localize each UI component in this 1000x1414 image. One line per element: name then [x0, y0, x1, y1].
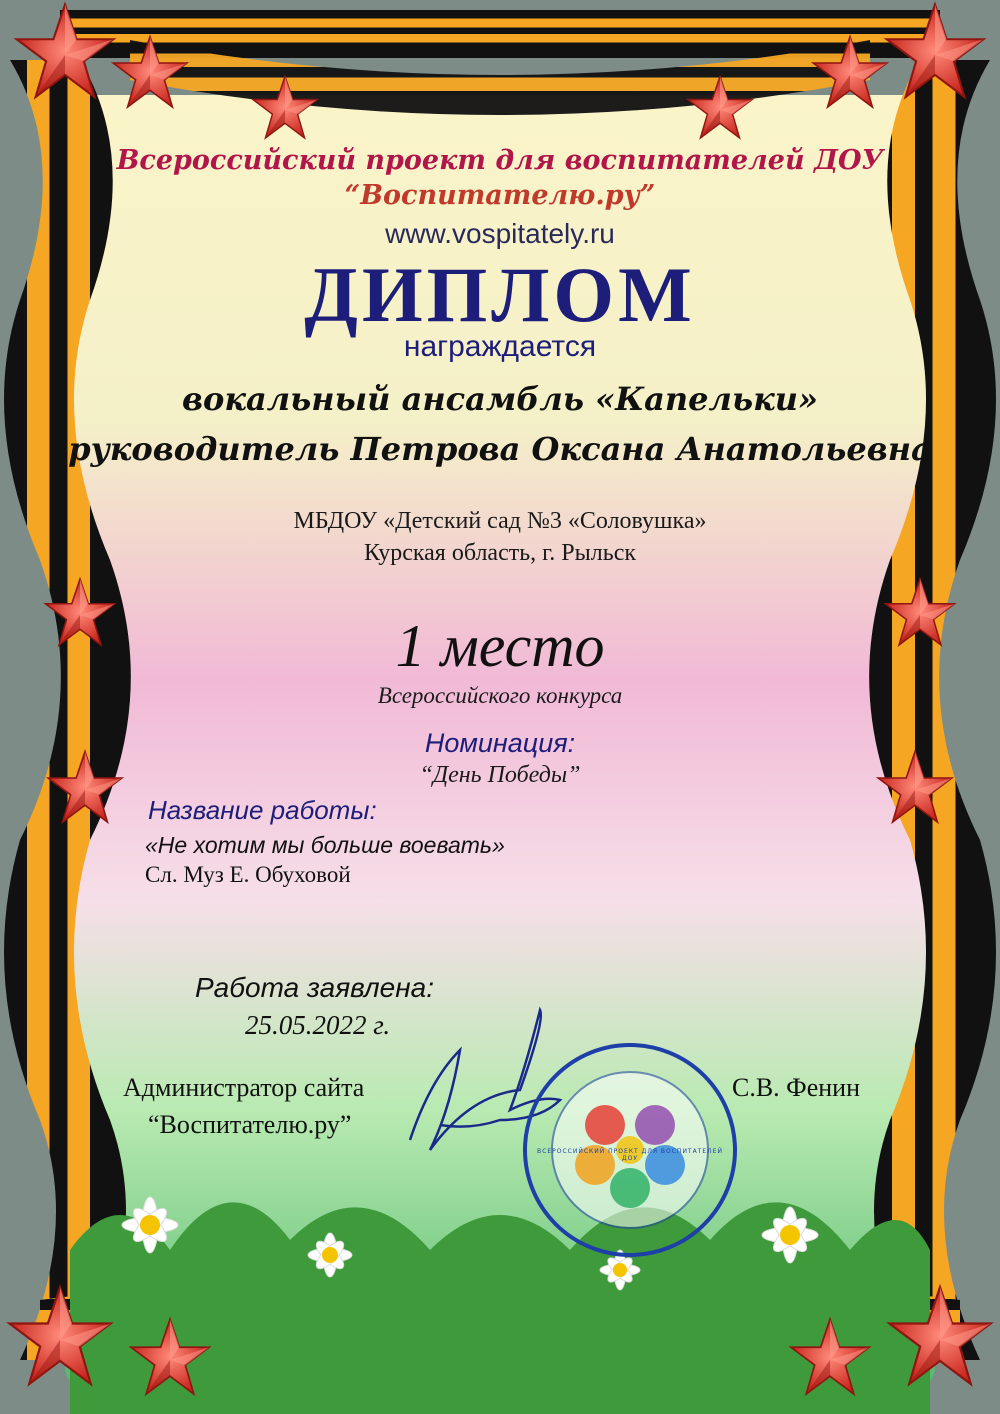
- submitted-date: 25.05.2022 г.: [245, 1010, 391, 1040]
- nomination-label: Номинация:: [424, 728, 576, 758]
- work-title-value: «Не хотим мы больше воевать»: [145, 832, 505, 858]
- awarded-text: награждается: [403, 330, 597, 363]
- work-title-label: Название работы:: [148, 795, 377, 825]
- nomination-value: “День Победы”: [419, 762, 581, 788]
- contest: Всероссийского конкурса: [377, 683, 623, 708]
- signer-name: С.В. Фенин: [732, 1073, 861, 1102]
- project-name: “Воспитателю.ру”: [344, 180, 656, 211]
- submitted-label: Работа заявлена:: [195, 972, 434, 1003]
- institution: МБДОУ «Детский сад №3 «Соловушка»: [293, 508, 707, 534]
- site-url[interactable]: www.vospitately.ru: [385, 218, 615, 249]
- place: 1 место: [395, 613, 605, 679]
- recipient-line1: вокальный ансамбль «Капельки»: [182, 380, 818, 418]
- admin-line2: “Воспитателю.ру”: [148, 1110, 352, 1139]
- work-authors: Сл. Муз Е. Обуховой: [145, 862, 351, 887]
- diploma-title: ДИПЛОМ: [304, 251, 696, 338]
- location: Курская область, г. Рыльск: [363, 540, 636, 566]
- admin-line1: Администратор сайта: [123, 1073, 365, 1102]
- seal-text: ВСЕРОССИЙСКИЙ ПРОЕКТ ДЛЯ ВОСПИТАТЕЛЕЙ ДОУ: [537, 1148, 723, 1162]
- recipient-line2: руководитель Петрова Оксана Анатольевна: [68, 430, 932, 468]
- project-line: Всероссийский проект для воспитателей ДОУ: [116, 145, 884, 176]
